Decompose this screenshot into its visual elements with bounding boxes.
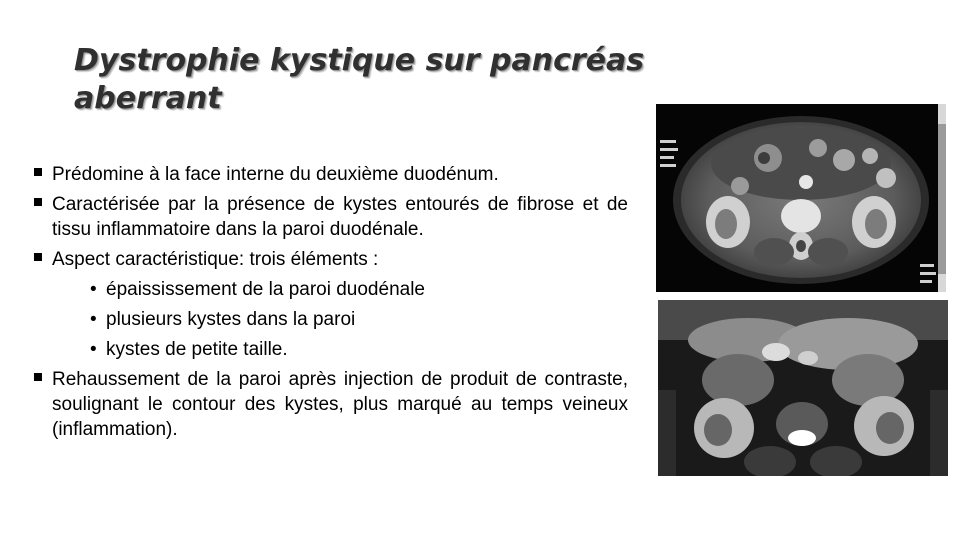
dot-bullet-icon: •	[90, 339, 97, 360]
sub-bullet-text: plusieurs kystes dans la paroi	[106, 309, 356, 330]
bullet-list	[34, 162, 628, 447]
bullet-text: Aspect caractéristique: trois éléments :	[52, 249, 379, 270]
slide-title-line-1: Dystrophie kystique sur pancréas	[74, 43, 645, 78]
square-bullet-icon	[34, 198, 42, 206]
bullet-item	[34, 247, 628, 362]
bullet-item	[34, 162, 628, 187]
sub-bullet-item	[52, 337, 628, 362]
sub-bullet-item	[52, 277, 628, 302]
bullet-item	[34, 192, 628, 242]
sub-bullet-text: épaississement de la paroi duodénale	[106, 279, 425, 300]
square-bullet-icon	[34, 373, 42, 381]
mri-scan-image	[658, 300, 948, 476]
ct-scan-image	[656, 104, 946, 292]
sub-bullet-item	[52, 307, 628, 332]
square-bullet-icon	[34, 168, 42, 176]
dot-bullet-icon: •	[90, 309, 97, 330]
bullet-text: Rehaussement de la paroi après injection de produit de contraste, soulignant le contour des kystes, plus marqué au temps veineux (inflammation).	[52, 369, 628, 440]
square-bullet-icon	[34, 253, 42, 261]
bullet-item	[34, 367, 628, 442]
bullet-text: Prédomine à la face interne du deuxième duodénum.	[52, 164, 499, 185]
dot-bullet-icon: •	[90, 279, 97, 300]
slide-title-line-2: aberrant	[74, 81, 222, 116]
sub-bullet-text: kystes de petite taille.	[106, 339, 288, 360]
bullet-text: Caractérisée par la présence de kystes entourés de fibrose et de tissu inflammatoire dans la paroi duodénale.	[52, 194, 628, 240]
